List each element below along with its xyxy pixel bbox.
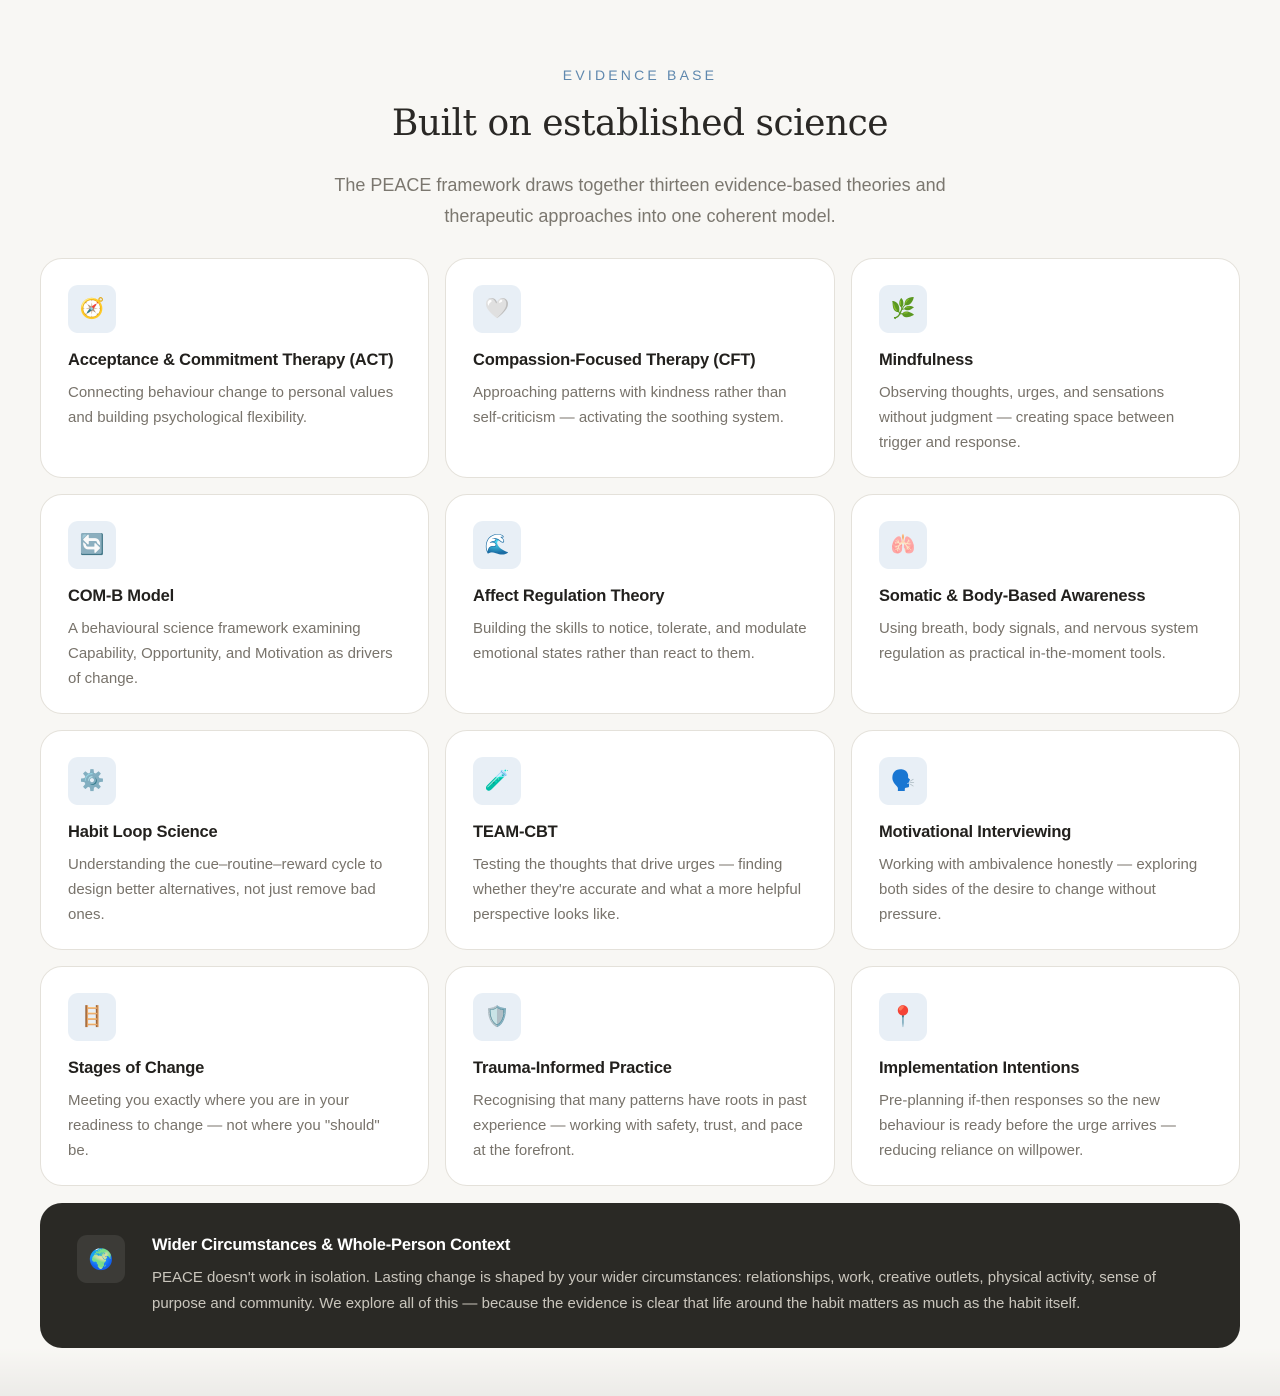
ladder-icon: 🪜	[68, 993, 116, 1041]
heart-icon: 🤍	[473, 285, 521, 333]
theory-card	[851, 494, 1240, 714]
card-description: Connecting behaviour change to personal values and building psychological flexibility.	[68, 384, 394, 426]
theory-card	[445, 258, 835, 478]
card-description: Using breath, body signals, and nervous system regulation as practical in-the-moment tools.	[879, 620, 1199, 662]
whole-person-context-card	[40, 1203, 1240, 1348]
card-title: Somatic & Body-Based Awareness	[879, 587, 1146, 605]
theory-card	[445, 730, 835, 950]
card-title: Trauma-Informed Practice	[473, 1059, 672, 1077]
card-title: Stages of Change	[68, 1059, 205, 1077]
evidence-base-section	[0, 0, 1280, 232]
compass-icon: 🧭	[68, 285, 116, 333]
theory-card	[40, 966, 429, 1186]
theory-card	[40, 258, 429, 478]
herb-icon: 🌿	[879, 285, 927, 333]
card-description: Approaching patterns with kindness rather than self-criticism — activating the soothing system.	[473, 384, 787, 426]
card-title: Implementation Intentions	[879, 1059, 1080, 1077]
theory-card	[445, 966, 835, 1186]
globe-icon: 🌍	[77, 1235, 125, 1283]
theory-card-grid	[40, 258, 1240, 1186]
card-description: Testing the thoughts that drive urges — finding whether they're accurate and what a more helpful perspective looks like.	[473, 856, 802, 923]
theory-card	[445, 494, 835, 714]
card-title: Motivational Interviewing	[879, 823, 1072, 841]
section-subtitle: The PEACE framework draws together thirteen evidence-based theories and therapeutic approaches into one coherent model.	[334, 175, 946, 226]
theory-card	[851, 258, 1240, 478]
card-title: Compassion-Focused Therapy (CFT)	[473, 351, 756, 369]
theory-card	[851, 730, 1240, 950]
card-description: Observing thoughts, urges, and sensations without judgment — creating space between trigger and response.	[879, 384, 1175, 451]
card-title: TEAM-CBT	[473, 823, 558, 841]
card-title: Habit Loop Science	[68, 823, 218, 841]
wide-card-description: PEACE doesn't work in isolation. Lasting change is shaped by your wider circumstances: relationships, work, creative outlets, physical activity, sense of purpose and community. We explore all of this — because the evidence is clear that life around the habit matters as much as the habit itself.	[152, 1269, 1156, 1312]
card-description: A behavioural science framework examining Capability, Opportunity, and Motivation as drivers of change.	[68, 620, 393, 687]
card-description: Meeting you exactly where you are in your readiness to change — not where you "should" be.	[68, 1092, 380, 1159]
wide-card-text	[152, 1235, 1210, 1317]
wave-icon: 🌊	[473, 521, 521, 569]
footer-fade	[0, 1348, 1280, 1396]
gear-icon: ⚙️	[68, 757, 116, 805]
theory-card	[851, 966, 1240, 1186]
section-title: Built on established science	[391, 103, 889, 144]
card-description: Recognising that many patterns have roots in past experience — working with safety, trust, and pace at the forefront.	[473, 1092, 807, 1159]
shield-icon: 🛡️	[473, 993, 521, 1041]
card-description: Working with ambivalence honestly — exploring both sides of the desire to change without pressure.	[879, 856, 1198, 923]
lungs-icon: 🫁	[879, 521, 927, 569]
theory-card	[40, 494, 429, 714]
card-title: COM-B Model	[68, 587, 174, 605]
speaking-head-icon: 🗣️	[879, 757, 927, 805]
card-title: Acceptance & Commitment Therapy (ACT)	[68, 351, 394, 369]
test-tube-icon: 🧪	[473, 757, 521, 805]
section-eyebrow: EVIDENCE BASE	[562, 67, 718, 83]
card-description: Pre-planning if-then responses so the new behaviour is ready before the urge arrives — reducing reliance on willpower.	[879, 1092, 1176, 1159]
card-description: Building the skills to notice, tolerate, and modulate emotional states rather than react to them.	[473, 620, 807, 662]
card-description: Understanding the cue–routine–reward cycle to design better alternatives, not just remove bad ones.	[68, 856, 383, 923]
theory-card	[40, 730, 429, 950]
card-title: Affect Regulation Theory	[473, 587, 665, 605]
card-title: Mindfulness	[879, 351, 974, 369]
wide-card-title: Wider Circumstances & Whole-Person Context	[152, 1236, 511, 1254]
cycle-arrows-icon: 🔄	[68, 521, 116, 569]
pin-icon: 📍	[879, 993, 927, 1041]
